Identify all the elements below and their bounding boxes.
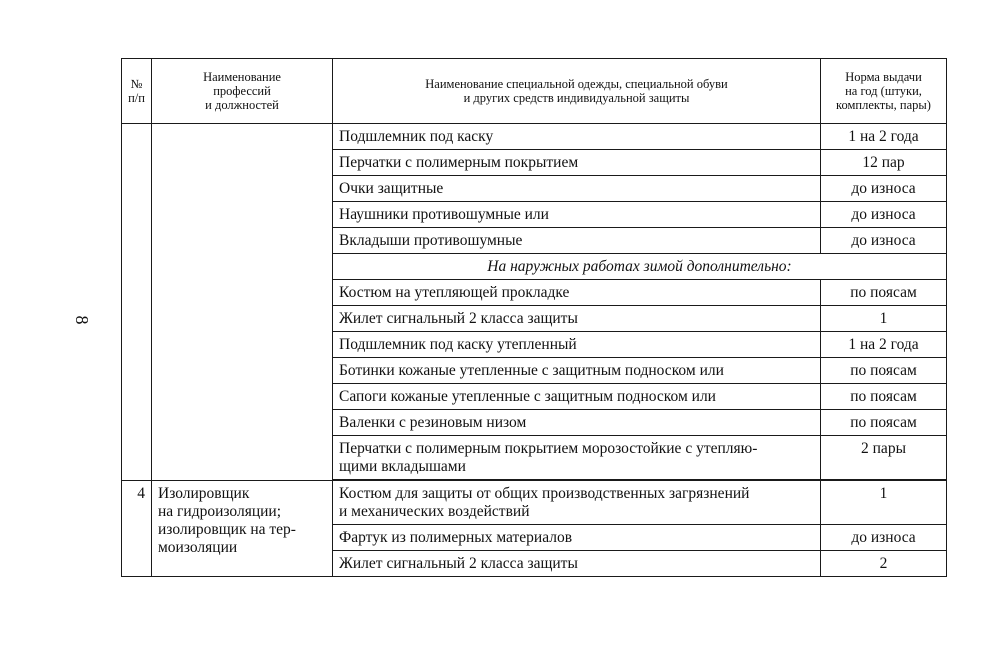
- norm-cell: по поясам: [821, 384, 947, 410]
- ppe-norms-table: [121, 58, 947, 577]
- item-cell: Подшлемник под каску: [333, 124, 821, 150]
- item-cell: Наушники противошумные или: [333, 202, 821, 228]
- item-cell: Перчатки с полимерным покрытием морозостойкие с утепляю- щими вкладышами: [333, 436, 821, 480]
- item-cell: Подшлемник под каску утепленный: [333, 332, 821, 358]
- item-cell: Костюм на утепляющей прокладке: [333, 280, 821, 306]
- norm-cell: до износа: [821, 228, 947, 254]
- item-cell: Костюм для защиты от общих производственных загрязнений и механических воздействий: [333, 481, 821, 525]
- norm-cell: до износа: [821, 202, 947, 228]
- header-norm: Норма выдачи на год (штуки, комплекты, пары): [821, 59, 947, 124]
- item-cell: Ботинки кожаные утепленные с защитным подноском или: [333, 358, 821, 384]
- header-number: № п/п: [122, 59, 152, 124]
- section-label: На наружных работах зимой дополнительно:: [333, 254, 947, 280]
- item-cell: Сапоги кожаные утепленные с защитным подноском или: [333, 384, 821, 410]
- norm-cell: по поясам: [821, 410, 947, 436]
- table-header-row: [122, 59, 947, 124]
- header-profession: Наименование профессий и должностей: [152, 59, 333, 124]
- item-cell: Жилет сигнальный 2 класса защиты: [333, 551, 821, 577]
- norm-cell: по поясам: [821, 358, 947, 384]
- item-cell: Жилет сигнальный 2 класса защиты: [333, 306, 821, 332]
- norm-cell: 1: [821, 306, 947, 332]
- norm-cell: 1 на 2 года: [821, 332, 947, 358]
- table-row: [122, 124, 947, 150]
- profession-cell-empty: [152, 124, 333, 481]
- norm-cell: до износа: [821, 176, 947, 202]
- norm-cell: 1: [821, 481, 947, 525]
- profession-cell: Изолировщик на гидроизоляции; изолировщик на тер- моизоляции: [152, 481, 333, 577]
- item-cell: Очки защитные: [333, 176, 821, 202]
- norm-cell: 2: [821, 551, 947, 577]
- item-cell: Валенки с резиновым низом: [333, 410, 821, 436]
- item-cell: Перчатки с полимерным покрытием: [333, 150, 821, 176]
- item-cell: Вкладыши противошумные: [333, 228, 821, 254]
- norm-cell: по поясам: [821, 280, 947, 306]
- item-cell: Фартук из полимерных материалов: [333, 525, 821, 551]
- header-item: Наименование специальной одежды, специальной обуви и других средств индивидуальной защиты: [333, 59, 821, 124]
- norm-cell: до износа: [821, 525, 947, 551]
- page-number: 8: [72, 315, 92, 325]
- table-row: [122, 481, 947, 525]
- norm-cell: 2 пары: [821, 436, 947, 480]
- number-cell-empty: [122, 124, 152, 481]
- row-number: 4: [122, 481, 152, 577]
- norm-cell: 1 на 2 года: [821, 124, 947, 150]
- norm-cell: 12 пар: [821, 150, 947, 176]
